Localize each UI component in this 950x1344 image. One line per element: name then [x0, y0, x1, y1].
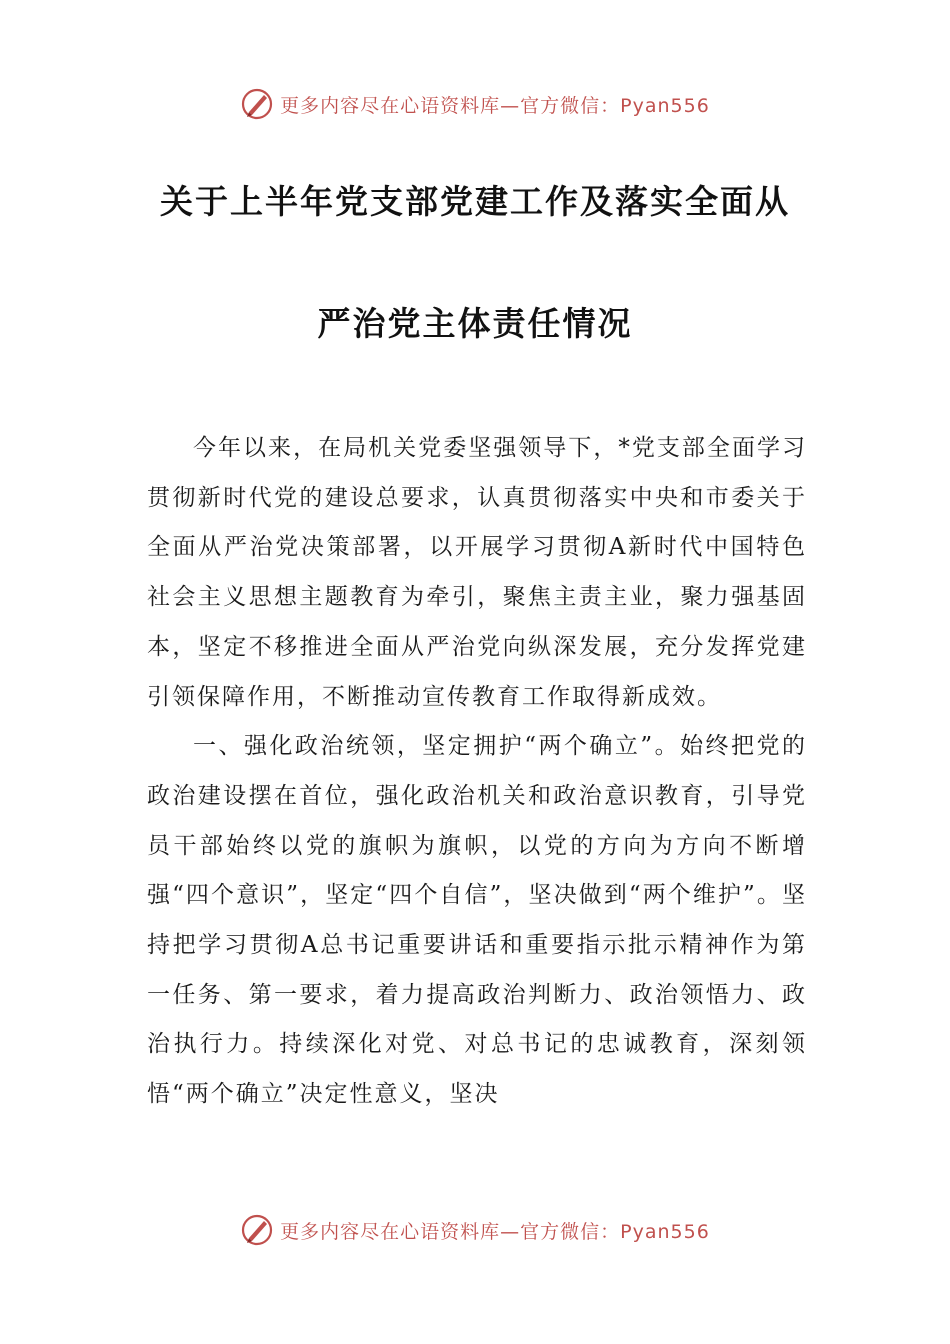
- document-body: [147, 424, 807, 1120]
- document-title-line-1: 关于上半年党支部党建工作及落实全面从: [160, 182, 790, 221]
- header-watermark: [0, 84, 950, 124]
- document-title-line-2: 严治党主体责任情况: [317, 304, 633, 343]
- pen-logo-icon: [240, 87, 274, 121]
- body-paragraph-1: 今年以来，在局机关党委坚强领导下，*党支部全面学习贯彻新时代党的建设总要求，认真贯彻落实中央和市委关于全面从严治党决策部署，以开展学习贯彻A新时代中国特色社会主义思想主题教育为牵引，聚焦主责主业，聚力强基固本，坚定不移推进全面从严治党向纵深发展，充分发挥党建引领保障作用，不断推动宣传教育工作取得新成效。: [147, 435, 807, 710]
- footer-watermark: [0, 1210, 950, 1250]
- pen-logo-icon: [240, 1213, 274, 1247]
- footer-watermark-text: 更多内容尽在心语资料库—官方微信：Pyan556: [280, 1220, 710, 1243]
- body-paragraph-2: 一、强化政治统领，坚定拥护“两个确立”。始终把党的政治建设摆在首位，强化政治机关和政治意识教育，引导党员干部始终以党的旗帜为旗帜，以党的方向为方向不断增强“四个意识”，坚定“四个自信”，坚决做到“两个维护”。坚持把学习贯彻A总书记重要讲话和重要指示批示精神作为第一任务、第一要求，着力提高政治判断力、政治领悟力、政治执行力。持续深化对党、对总书记的忠诚教育，深刻领悟“两个确立”决定性意义，坚决: [147, 733, 807, 1108]
- header-watermark-text: 更多内容尽在心语资料库—官方微信：Pyan556: [280, 94, 710, 117]
